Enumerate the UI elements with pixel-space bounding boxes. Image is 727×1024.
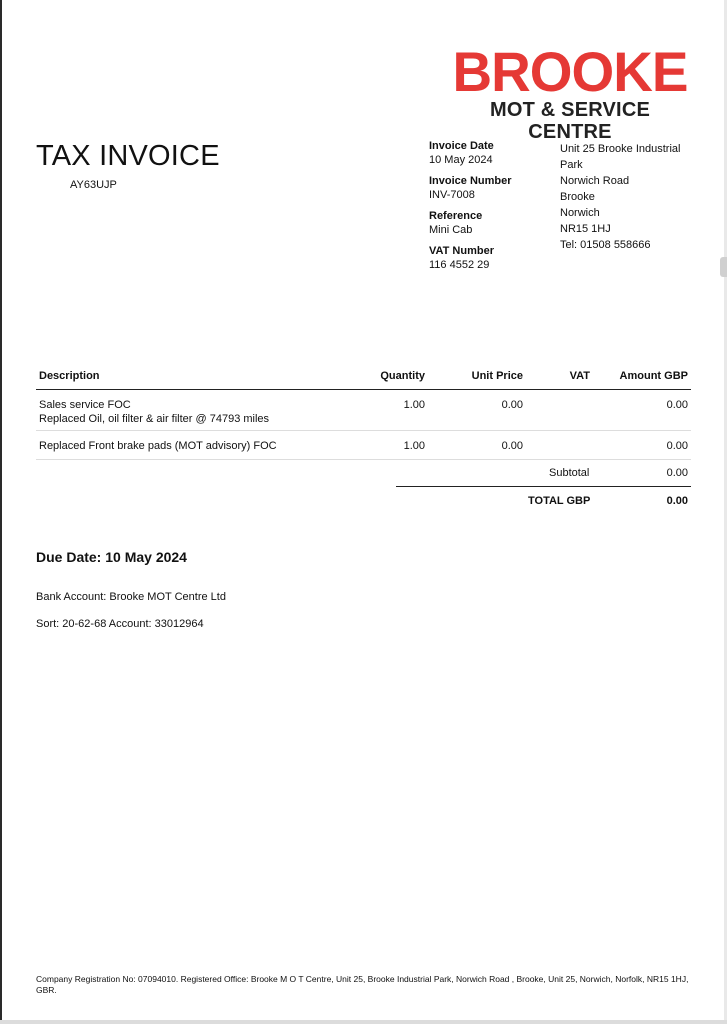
sort-code: Sort: 20-62-68 Account: 33012964: [36, 618, 204, 630]
item-description: Replaced Front brake pads (MOT advisory) FOC: [39, 440, 277, 452]
item-description-detail: Replaced Oil, oil filter & air filter @ 74793 miles: [39, 413, 270, 425]
subtotal-value: 0.00: [666, 467, 688, 479]
page-border: [0, 0, 2, 1024]
invoice-number: [429, 174, 549, 202]
total-value: 0.00: [666, 495, 688, 507]
item-amount: 0.00: [666, 440, 688, 452]
company-logo: [450, 40, 690, 143]
footer-registration: Company Registration No: 07094010. Registered Office: Brooke M O T Centre, Unit 25, Brooke Industrial Park, Norwich Road , Brooke, Unit 25, Norwich, Norfolk, NR15 1HJ, GBR.: [36, 974, 689, 995]
item-quantity: 1.00: [403, 440, 425, 452]
meta-label: Invoice Number: [429, 175, 512, 187]
address-phone: Tel: 01508 558666: [560, 239, 651, 251]
invoice-date: [429, 139, 549, 167]
meta-label: VAT Number: [429, 245, 494, 257]
address-line: Unit 25 Brooke Industrial: [560, 143, 681, 155]
meta-value: INV-7008: [429, 189, 475, 201]
invoice-reference: [429, 209, 549, 237]
table-header: [36, 369, 691, 390]
address-line: Park: [560, 159, 583, 171]
company-address: [560, 141, 700, 253]
header-unit-price: Unit Price: [471, 370, 523, 382]
total-divider: [396, 486, 691, 487]
meta-value: 10 May 2024: [429, 154, 493, 166]
due-date: Due Date: 10 May 2024: [36, 549, 187, 565]
meta-value: 116 4552 29: [429, 259, 490, 271]
meta-label: Reference: [429, 210, 483, 222]
header-vat: VAT: [569, 370, 590, 382]
total-label: TOTAL GBP: [528, 495, 591, 507]
meta-label: Invoice Date: [429, 140, 494, 152]
address-line: Brooke: [560, 191, 595, 203]
header-description: Description: [39, 370, 100, 382]
item-unit-price: 0.00: [501, 399, 523, 411]
address-line: Norwich Road: [560, 175, 630, 187]
address-line: Norwich: [560, 207, 600, 219]
item-quantity: 1.00: [403, 399, 425, 411]
item-amount: 0.00: [666, 399, 688, 411]
logo-tagline: MOT & SERVICE CENTRE: [489, 99, 651, 143]
table-row: [36, 390, 691, 431]
header-amount: Amount GBP: [619, 370, 688, 382]
scrollbar-handle[interactable]: [720, 257, 727, 277]
meta-value: Mini Cab: [429, 224, 473, 236]
address-line: NR15 1HJ: [560, 223, 611, 235]
vat-number: [429, 244, 549, 272]
item-unit-price: 0.00: [501, 440, 523, 452]
page-bottom-edge: [0, 1020, 727, 1024]
logo-wordmark: BROOKE: [452, 40, 688, 103]
invoice-meta: [429, 139, 549, 279]
invoice-title: TAX INVOICE: [36, 140, 220, 172]
table-row: [36, 431, 691, 460]
vehicle-registration: AY63UJP: [70, 179, 117, 191]
bank-account: Bank Account: Brooke MOT Centre Ltd: [36, 591, 226, 603]
subtotal-label: Subtotal: [549, 467, 590, 479]
item-description: Sales service FOC: [39, 399, 131, 411]
line-items-table: [36, 369, 691, 460]
header-quantity: Quantity: [380, 370, 425, 382]
